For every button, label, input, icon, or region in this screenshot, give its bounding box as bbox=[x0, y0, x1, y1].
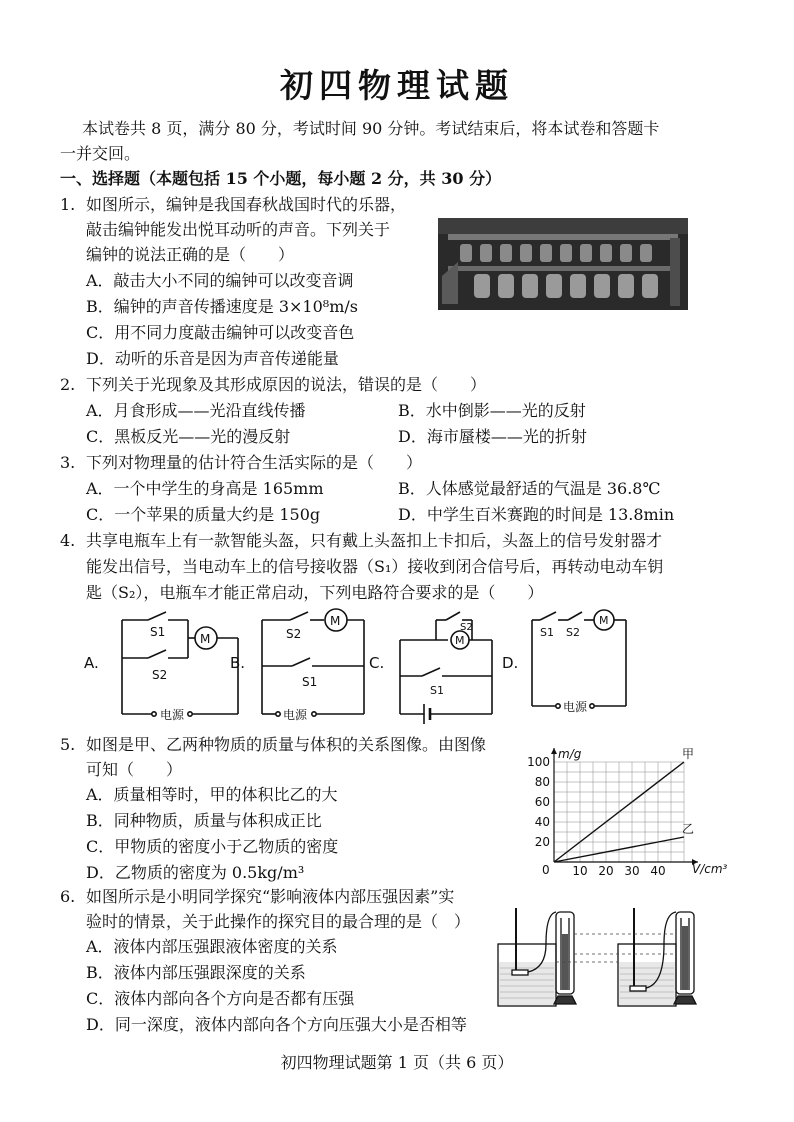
q1-option-c: C．用不同力度敲击编钟可以改变音色 bbox=[86, 323, 355, 342]
q5-stem-2: 可知（ ） bbox=[86, 760, 183, 779]
q5-option-c: C．甲物质的密度小于乙物质的密度 bbox=[86, 837, 339, 856]
y-tick-label: 60 bbox=[534, 795, 550, 809]
circuit-b bbox=[230, 609, 364, 722]
intro-line-1: 本试卷共 8 页，满分 80 分，考试时间 90 分钟。考试结束后，将本试卷和答题卡 bbox=[82, 119, 660, 138]
circuit-c-s1-label: S1 bbox=[430, 684, 444, 697]
q5-option-b: B．同种物质，质量与体积成正比 bbox=[86, 811, 322, 830]
circuit-d-s2-label: S2 bbox=[566, 626, 580, 639]
circuit-d-s1-label: S1 bbox=[540, 626, 554, 639]
q6-number: 6. bbox=[60, 887, 76, 906]
q2-stem: 下列关于光现象及其形成原因的说法，错误的是（ ） bbox=[86, 375, 487, 394]
bianzhong-photo bbox=[438, 218, 688, 310]
q6-option-b: B．液体内部压强跟深度的关系 bbox=[86, 963, 306, 982]
q6-stem-1: 如图所示是小明同学探究“影响液体内部压强因素”实 bbox=[86, 887, 455, 906]
circuit-a-s1-label: S1 bbox=[150, 625, 166, 639]
q4-number: 4. bbox=[60, 531, 76, 550]
series-label-2: 乙 bbox=[682, 822, 695, 836]
q1-option-a: A．敲击大小不同的编钟可以改变音调 bbox=[86, 271, 354, 290]
circuit-a-power-label: 电源 bbox=[160, 708, 185, 722]
q3-option-b: B．人体感觉最舒适的气温是 36.8℃ bbox=[398, 479, 661, 498]
x-axis-label: V/cm³ bbox=[692, 862, 728, 876]
circuit-diagrams bbox=[80, 606, 720, 728]
q6-option-a: A．液体内部压强跟液体密度的关系 bbox=[86, 937, 338, 956]
page-footer: 初四物理试题第 1 页（共 6 页） bbox=[280, 1053, 514, 1072]
q5-option-a: A．质量相等时，甲的体积比乙的大 bbox=[86, 785, 338, 804]
q2-option-c: C．黑板反光——光的漫反射 bbox=[86, 427, 291, 446]
q6-stem-2: 验时的情景，关于此操作的探究目的最合理的是（ ） bbox=[86, 912, 471, 931]
q2-option-d: D．海市蜃楼——光的折射 bbox=[398, 427, 587, 446]
q1-stem-2: 敲击编钟能发出悦耳动听的声音。下列关于 bbox=[86, 220, 391, 239]
circuit-b-label: B. bbox=[230, 654, 246, 672]
q2-option-a: A．月食形成——光沿直线传播 bbox=[86, 401, 306, 420]
x-tick-label: 20 bbox=[598, 864, 614, 878]
pressure-gauge-diagram bbox=[494, 904, 714, 1008]
q3-option-d: D．中学生百米赛跑的时间是 13.8min bbox=[398, 505, 675, 524]
x-tick-label: 40 bbox=[650, 864, 666, 878]
q3-option-c: C．一个苹果的质量大约是 150g bbox=[86, 505, 321, 524]
series-label-1: 甲 bbox=[682, 747, 695, 761]
q1-stem-1: 如图所示，编钟是我国春秋战国时代的乐器， bbox=[86, 195, 407, 214]
page-title: 初四物理试题 bbox=[280, 66, 514, 105]
circuit-d-motor-label: M bbox=[599, 614, 609, 627]
q2-option-b: B．水中倒影——光的反射 bbox=[398, 401, 586, 420]
circuit-a-label: A. bbox=[84, 654, 99, 672]
x-tick-label: 10 bbox=[572, 864, 588, 878]
q4-stem-1: 共享电瓶车上有一款智能头盔，只有戴上头盔扣上卡扣后，头盔上的信号发射器才 bbox=[86, 531, 663, 550]
y-axis-arrow bbox=[551, 748, 557, 754]
q6-option-c: C．液体内部向各个方向是否都有压强 bbox=[86, 989, 355, 1008]
y-tick-label: 40 bbox=[534, 815, 550, 829]
circuit-b-motor-label: M bbox=[330, 614, 341, 628]
q1-stem-3: 编钟的说法正确的是（ ） bbox=[86, 245, 295, 264]
section-1-heading: 一、选择题（本题包括 15 个小题，每小题 2 分，共 30 分） bbox=[60, 169, 502, 188]
q2-number: 2. bbox=[60, 375, 76, 394]
q5-number: 5. bbox=[60, 735, 76, 754]
q3-number: 3. bbox=[60, 453, 76, 472]
q4-stem-2: 能发出信号，当电动车上的信号接收器（S₁）接收到闭合信号后，再转动电动车钥 bbox=[86, 557, 664, 576]
circuit-c-motor-label: M bbox=[455, 634, 465, 647]
circuit-c-s2-label: S2 bbox=[460, 622, 473, 633]
circuit-b-s2-label: S2 bbox=[286, 627, 302, 641]
circuit-a-s2-label: S2 bbox=[152, 668, 168, 682]
q4-stem-3: 匙（S₂），电瓶车才能正常启动，下列电路符合要求的是（ ） bbox=[86, 583, 544, 602]
y-tick-label: 20 bbox=[534, 835, 550, 849]
q5-stem-1: 如图是甲、乙两种物质的质量与体积的关系图像。由图像 bbox=[86, 735, 487, 754]
intro-line-2: 一并交回。 bbox=[60, 144, 141, 163]
q3-stem: 下列对物理量的估计符合生活实际的是（ ） bbox=[86, 453, 423, 472]
circuit-b-s1-label: S1 bbox=[302, 675, 318, 689]
y-tick-label: 80 bbox=[534, 775, 550, 789]
circuit-c-label: C. bbox=[369, 654, 385, 672]
u-tube-right bbox=[674, 912, 696, 1004]
q3-option-a: A．一个中学生的身高是 165mm bbox=[86, 479, 324, 498]
circuit-d bbox=[502, 610, 626, 714]
circuit-d-power-label: 电源 bbox=[563, 700, 588, 714]
q1-option-b: B．编钟的声音传播速度是 3×10⁸m/s bbox=[86, 297, 358, 316]
q6-option-d: D．同一深度，液体内部向各个方向压强大小是否相等 bbox=[86, 1015, 467, 1034]
beaker-right bbox=[618, 908, 676, 1006]
circuit-a-motor-label: M bbox=[200, 632, 211, 646]
x-tick-label: 30 bbox=[624, 864, 640, 878]
mass-volume-chart bbox=[518, 740, 728, 880]
origin-label: 0 bbox=[542, 863, 550, 877]
circuit-b-power-label: 电源 bbox=[283, 708, 308, 722]
circuit-a bbox=[84, 612, 238, 722]
y-axis-label: m/g bbox=[558, 747, 582, 761]
q1-number: 1. bbox=[60, 195, 76, 214]
u-tube-left bbox=[554, 912, 576, 1004]
circuit-c bbox=[369, 612, 492, 724]
y-tick-label: 100 bbox=[527, 755, 550, 769]
q1-option-d: D．动听的乐音是因为声音传递能量 bbox=[86, 349, 339, 368]
beaker-left bbox=[498, 908, 556, 1006]
circuit-d-label: D. bbox=[502, 654, 519, 672]
q5-option-d: D．乙物质的密度为 0.5kg/m³ bbox=[86, 863, 305, 882]
